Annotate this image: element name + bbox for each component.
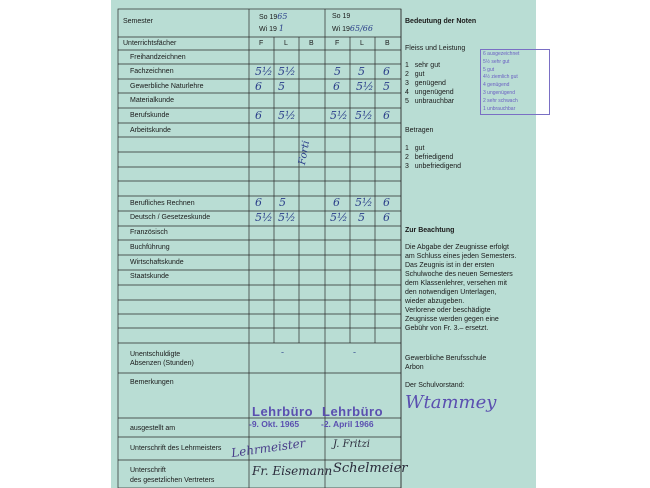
grade-cell: 6 [383,196,390,209]
issue-stamp-2-title: Lehrbüro [322,404,384,419]
grade-cell: 6 [255,80,262,93]
issue-stamp-2-date: -2. April 1966 [321,419,374,429]
semester-label: Semester [123,18,153,25]
diligence-text: ungenügend [414,89,454,96]
diligence-item [405,71,424,78]
col-l-2: L [360,40,364,47]
semester-2-winter [332,25,373,33]
subject-name: Materialkunde [130,97,174,104]
notice-line: Verlorene oder beschädigte [405,307,491,314]
teacher-signature-label: Unterschrift des Lehrmeisters [130,445,222,452]
grade-scale-stamp [480,49,550,115]
school-chair-label: Der Schulvorstand: [405,382,465,389]
semester-2-winter-prefix: Wi 19 [332,26,350,33]
semester-1-summer-year: 65 [277,12,288,21]
subject-name: Gewerbliche Naturlehre [130,83,204,90]
diligence-text: gut [414,71,425,78]
diligence-num: 3 [405,80,409,87]
scale-entry: 4½ ziemlich gut [483,74,518,81]
notice-line: Zeugnisse werden gegen eine [405,316,499,323]
conduct-text: befriedigend [414,154,454,161]
notice-line: wieder abzugeben. [405,298,465,305]
notice-line: Gebühr von Fr. 3.– ersetzt. [405,325,489,332]
diligence-num: 5 [405,98,409,105]
grade-cell: 5½ [278,109,296,122]
grade-cell: 5½ [330,211,348,224]
absences-value-2: - [353,348,357,358]
conduct-num: 2 [405,154,409,161]
subject-name: Französisch [130,229,168,236]
subjects-header: Unterrichtsfächer [123,40,177,47]
conduct-item [405,163,461,170]
grade-cell: 5½ [278,211,296,224]
scale-entry: 5 gut [483,66,495,73]
semester-1-summer-prefix: So 19 [259,14,278,21]
scale-entry: 1 unbrauchbar [483,105,516,112]
guardian-label-line1: Unterschrift [130,467,166,474]
grade-cell: 6 [333,196,340,209]
absences-label-line2: Absenzen (Stunden) [130,360,194,367]
subject-name: Deutsch / Gesetzeskunde [130,214,211,221]
notice-line: den notwendigen Unterlagen, [405,289,497,296]
scale-entry: 5½ sehr gut [483,58,510,65]
col-l-1: L [284,40,288,47]
diligence-title: Fleiss und Leistung [405,45,466,52]
scale-entry: 2 sehr schwach [483,97,518,104]
diligence-item [405,89,454,96]
report-card [111,0,536,488]
issue-stamp-1-title: Lehrbüro [252,404,314,419]
guardian-signature-2: Schelmeier [333,461,408,476]
conduct-num: 3 [405,163,409,170]
subject-name: Fachzeichnen [130,68,174,75]
diligence-text: unbrauchbar [414,98,455,105]
scale-entry: 4 genügend [483,82,510,89]
diligence-num: 1 [405,62,409,69]
grades-meaning-title: Bedeutung der Noten [405,18,477,25]
diligence-text: genügend [414,80,446,87]
scale-entry: 6 ausgezeichnet [483,51,520,57]
guardian-label-line2: des gesetzlichen Vertreters [130,477,215,484]
diligence-item [405,98,454,105]
school-name: Gewerbliche Berufsschule [405,355,487,362]
grade-cell: 5½ [255,211,273,224]
grade-cell: 6 [383,65,390,78]
absences-value-1: - [281,348,285,358]
diligence-num: 2 [405,71,409,78]
conduct-text: unbefriedigend [414,163,462,170]
grade-cell: 5½ [355,196,373,209]
col-b-1: B [309,40,314,47]
subject-name: Berufliches Rechnen [130,200,195,207]
grade-cell: 5 [279,196,286,209]
grade-cell: 5½ [330,109,348,122]
grade-cell: 5½ [356,80,374,93]
conduct-title: Betragen [405,127,434,134]
grade-cell: 6 [255,109,262,122]
grade-cell: 5 [383,80,390,93]
col-f-2: F [335,40,340,47]
conduct-text: gut [414,145,425,152]
grade-cell: 6 [255,196,262,209]
issue-stamp-1-date: -9. Okt. 1965 [249,419,300,429]
col-f-1: F [259,40,264,47]
diligence-item [405,80,446,87]
semester-1-winter-year: 1 [278,24,284,33]
grade-cell: 5½ [278,65,296,78]
grade-cell: 6 [383,211,390,224]
conduct-item [405,154,453,161]
semester-1-winter [259,25,284,33]
notice-line: dem Klassenlehrer, versehen mit [405,280,507,287]
guardian-signature-1: Fr. Eisemann [252,464,333,478]
notice-line: Das Zeugnis ist in der ersten [405,262,495,269]
conduct-num: 1 [405,145,409,152]
grade-cell: 6 [333,80,340,93]
subject-name: Staatskunde [130,273,169,280]
teacher-signature-1: Lehrmeister [230,435,307,461]
subject-name: Freihandzeichnen [130,54,186,61]
grade-cell: 5½ [355,109,373,122]
notice-line: Schulwoche des neuen Semesters [405,271,513,278]
subject-name: Arbeitskunde [130,127,171,134]
semester-1-summer [259,13,287,21]
subject-name: Berufskunde [130,112,170,119]
diligence-item [405,62,440,69]
diligence-num: 4 [405,89,409,96]
notice-title: Zur Beachtung [405,227,455,234]
school-town: Arbon [405,364,424,371]
grade-cell: 5½ [255,65,273,78]
absences-label-line1: Unentschuldigte [130,351,181,358]
grade-cell: 5 [358,211,365,224]
semester-2-summer: So 19 [332,13,351,20]
teacher-signature-2: J. Fritzi [333,439,370,450]
diligence-text: sehr gut [414,62,441,69]
grade-cell: 5 [334,65,341,78]
grade-cell: 5 [358,65,365,78]
notice-line: Die Abgabe der Zeugnisse erfolgt [405,244,509,251]
scale-entry: 3 ungenügend [483,89,515,96]
grade-cell: 5 [278,80,285,93]
issued-label: ausgestellt am [130,425,176,432]
subject-name: Wirtschaftskunde [130,259,184,266]
semester-1-winter-prefix: Wi 19 [259,26,277,33]
notice-line: am Schluss eines jeden Semesters. [405,253,517,260]
col-b-2: B [385,40,390,47]
grade-cell: 6 [383,109,390,122]
semester-2-winter-year: 65/66 [349,24,373,33]
school-chair-signature: Wtammey [405,392,497,413]
remarks-label: Bemerkungen [130,379,174,386]
conduct-item [405,145,424,152]
subject-name: Buchführung [130,244,170,251]
vertical-initial-mark: Forti [297,139,313,166]
